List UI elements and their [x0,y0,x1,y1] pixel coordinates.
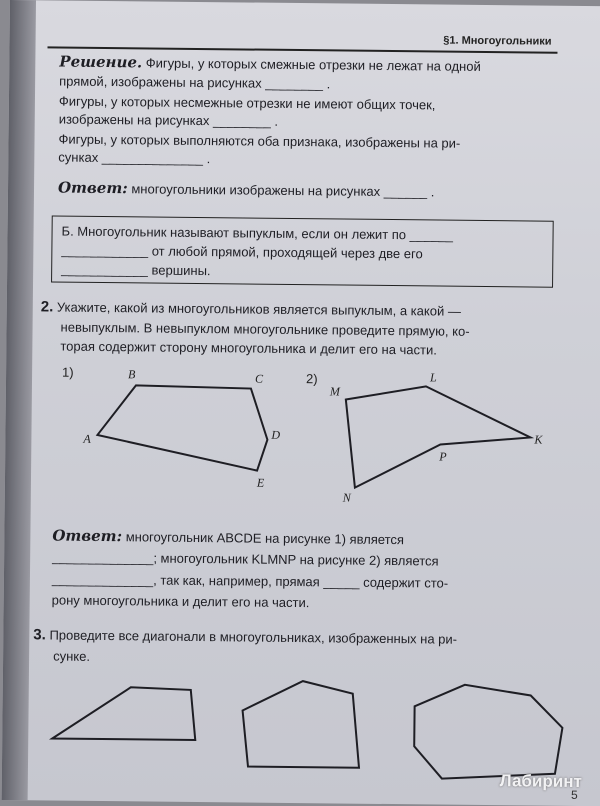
definition-line-2: ____________ от любой прямой, проходящей через две его [61,242,423,262]
task-3-line-1: 3. Проведите все диагонали в многоугольниках, изображенных на ри- [33,626,458,647]
definition-line-1: Б. Многоугольник называют выпуклым, если он лежит по ______ [61,223,454,243]
task-3-line-2: сунке. [53,648,91,664]
vertex-k: K [534,432,543,447]
solution-line-1: Решение. Фигуры, у которых смежные отрезки не лежат на одной [59,52,481,74]
task-3-number: 3. [33,626,46,644]
vertex-l: L [429,370,437,385]
task-2-line-2: невыпуклым. В невыпуклом многоугольнике проведите прямую, ко- [60,319,470,339]
vertex-e: E [256,475,265,490]
pentagon-polygon [242,680,360,767]
vertex-n: N [342,490,351,505]
page-number: 5 [570,787,578,802]
answer-2-line-3: ______________, так как, например, прямая _____ содержит сто- [51,571,449,591]
solution-line-5: Фигуры, у которых выполняются оба признака, изображены на ри- [58,131,461,151]
watermark-logo: Лабиринт [499,771,582,792]
vertex-m: M [329,384,340,399]
solution-line-6: сунках ______________ . [58,149,211,167]
definition-line-3: ____________ вершины. [61,261,211,279]
quadrilateral-polygon [52,686,196,739]
task-3-figures [2,0,600,806]
figure-1-label: 1) [62,364,74,380]
vertex-a: A [83,431,91,446]
task-2-number: 2. [40,298,54,316]
solution-line-3: Фигуры, у которых несмежные отрезки не имеют общих точек, [58,93,436,113]
vertex-p: P [439,449,447,464]
figure-2-label: 2) [305,371,318,387]
solution-label: Решение. [59,52,143,72]
workbook-page [2,0,600,806]
task-2-line-3: торая содержит сторону многоугольника и делит его на части. [60,338,437,358]
solution-line-4: изображены на рисунках ________ . [58,111,279,129]
answer-1-label: Ответ: [57,178,128,198]
heptagon-polygon [414,684,563,780]
section-title: §1. Многоугольники [443,34,552,48]
vertex-c: C [254,371,264,386]
solution-line-2: прямой, изображены на рисунках ________ . [59,73,331,92]
answer-1: Ответ: многоугольники изображены на рисунках ______ . [57,178,435,200]
answer-2-line-1: Ответ: многоугольник ABCDE на рисунке 1) является [52,526,405,548]
answer-2-label: Ответ: [52,526,123,546]
answer-2-line-2: ______________; многоугольник KLMNP на рисунке 2) является [52,549,439,569]
vertex-d: D [271,427,281,442]
answer-2-line-4: рону многоугольника и делит его на части. [51,592,310,611]
vertex-b: B [128,367,136,382]
task-2-line-1: 2. Укажите, какой из многоугольников является выпуклым, а какой — [40,298,461,319]
